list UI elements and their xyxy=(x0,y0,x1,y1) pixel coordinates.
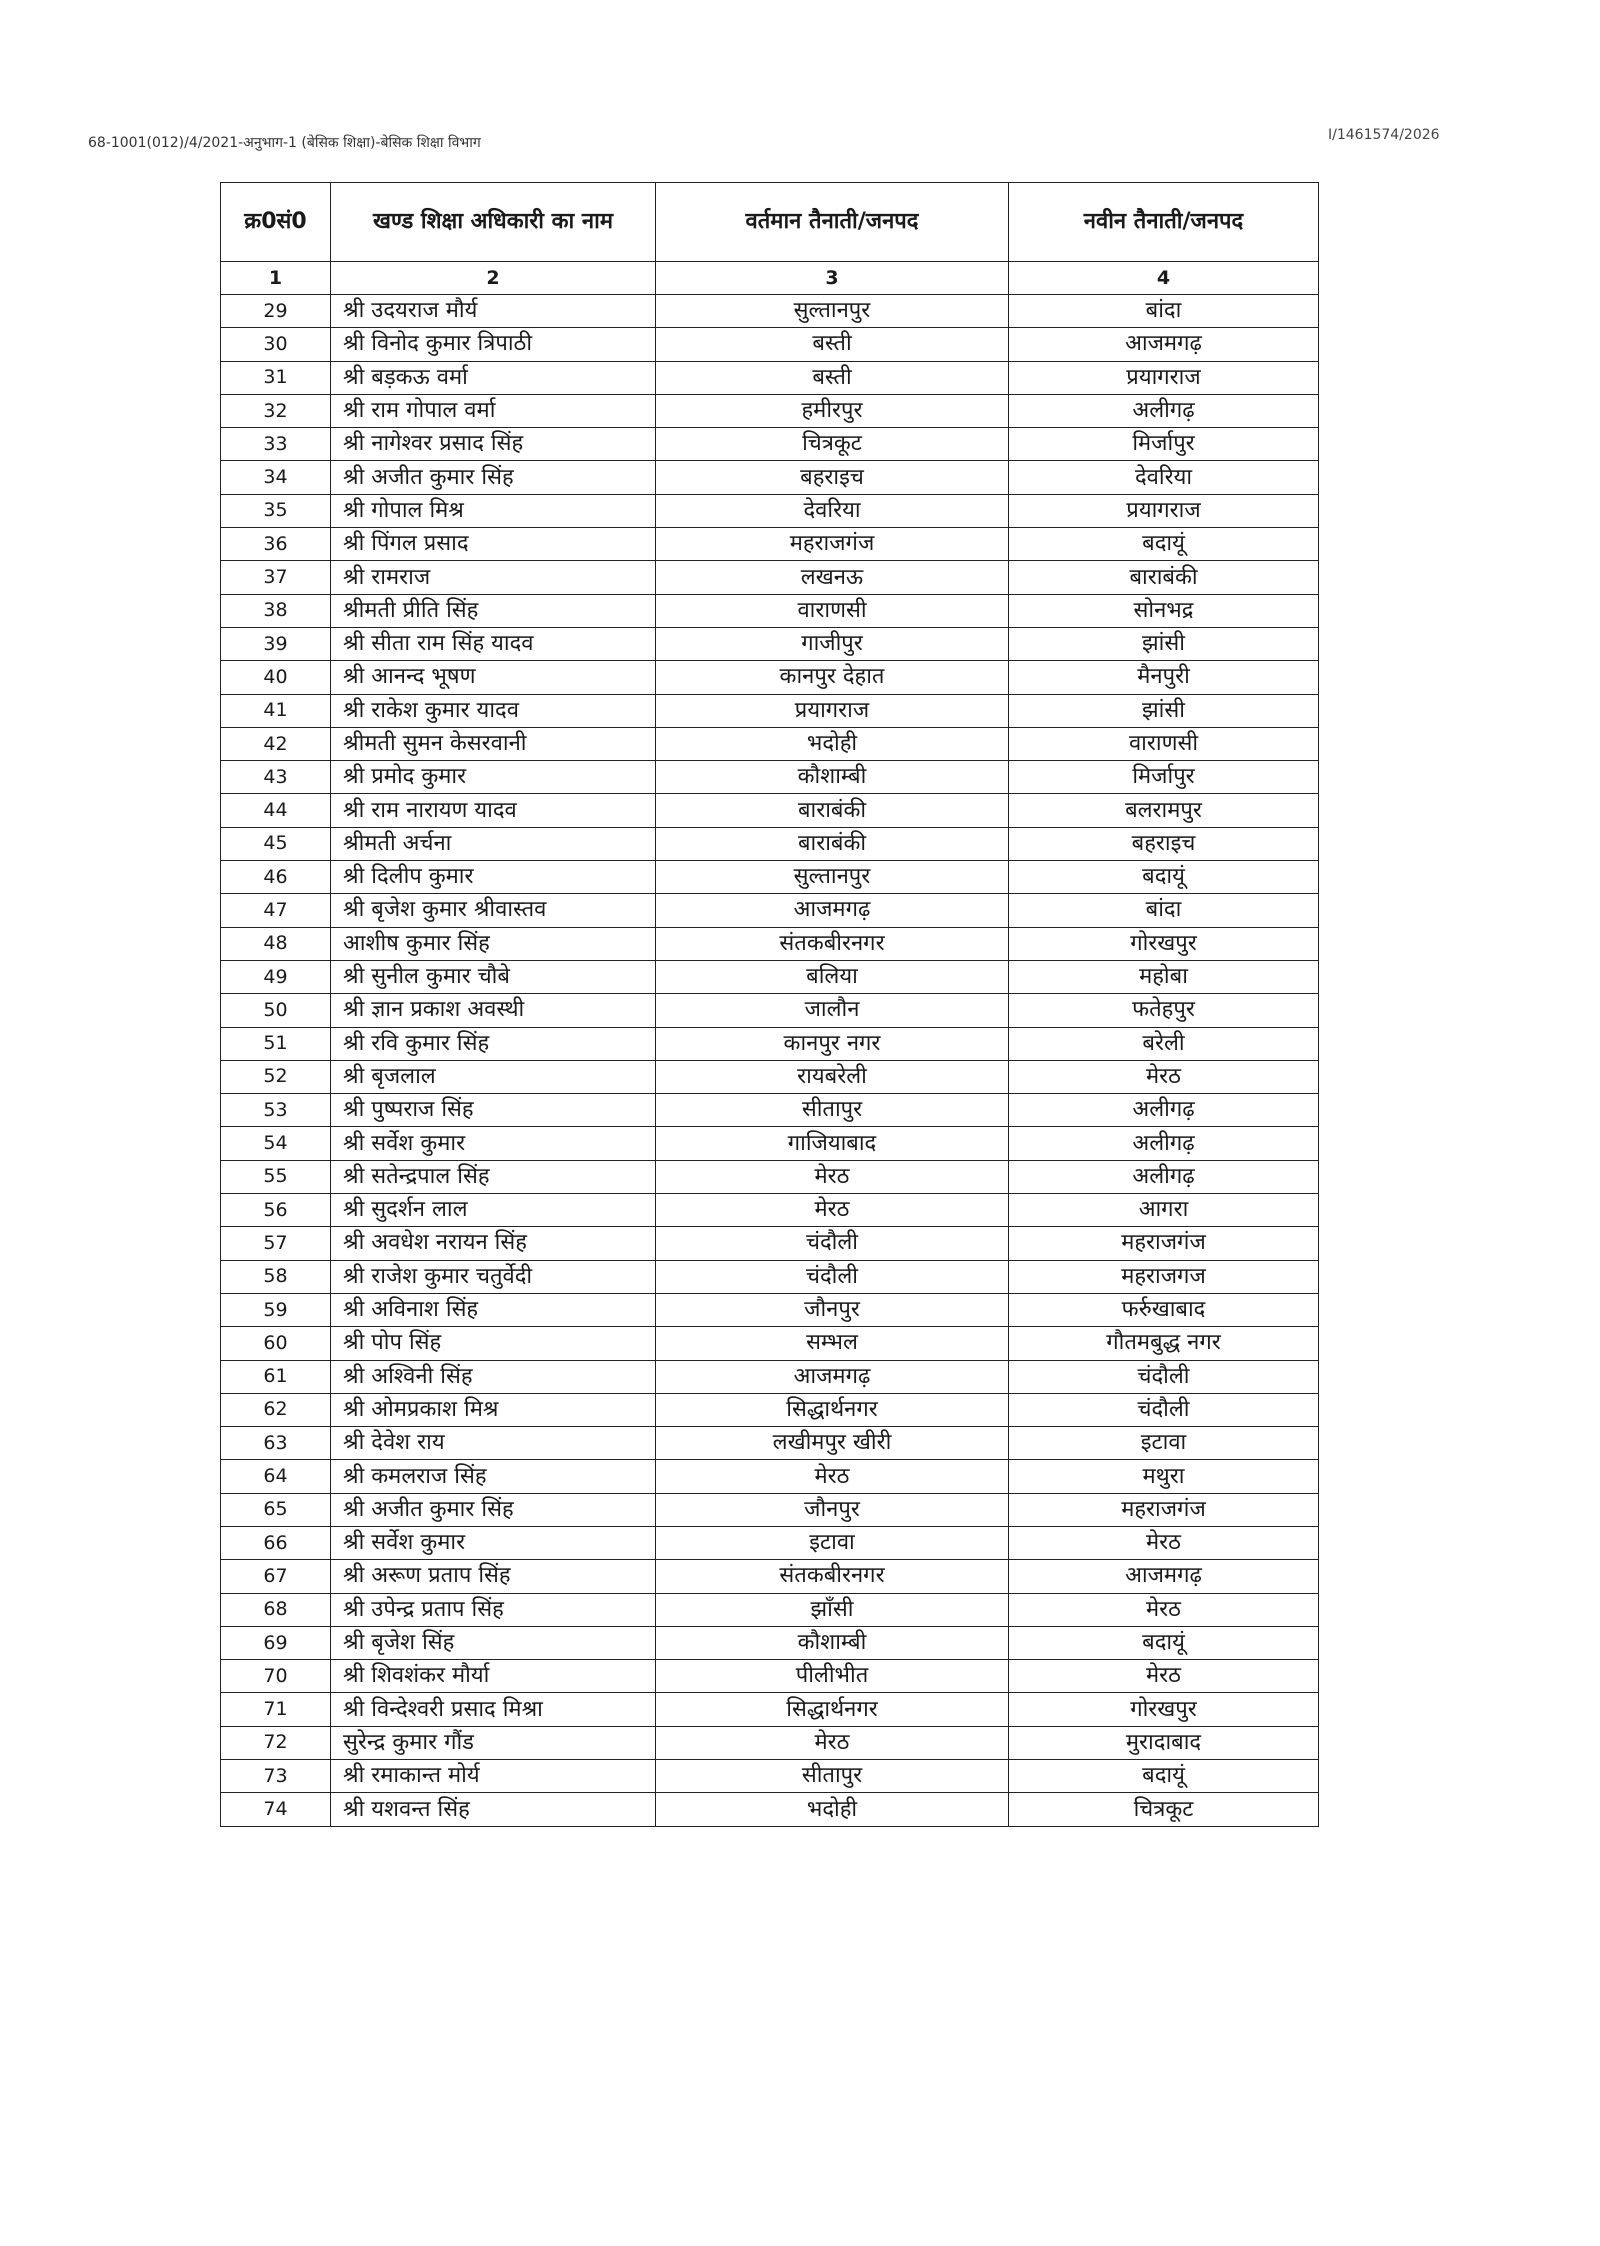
new-posting: सोनभद्र xyxy=(1009,594,1319,627)
officer-name: श्री सतेन्द्रपाल सिंह xyxy=(331,1160,656,1193)
new-posting: बलरामपुर xyxy=(1009,794,1319,827)
file-reference: 68-1001(012)/4/2021-अनुभाग-1 (बेसिक शिक्षा)-बेसिक शिक्षा विभाग xyxy=(88,135,481,151)
officer-name: श्री आनन्द भूषण xyxy=(331,661,656,694)
document-number: I/1461574/2026 xyxy=(1328,127,1440,143)
table-row xyxy=(221,1094,1319,1127)
officer-name: श्री पोप सिंह xyxy=(331,1327,656,1360)
serial-number: 62 xyxy=(221,1393,331,1426)
table-row xyxy=(221,1560,1319,1593)
officer-name: श्री राम नारायण यादव xyxy=(331,794,656,827)
officer-name: आशीष कुमार सिंह xyxy=(331,927,656,960)
current-posting: संतकबीरनगर xyxy=(656,1560,1009,1593)
current-posting: रायबरेली xyxy=(656,1060,1009,1093)
table-row xyxy=(221,528,1319,561)
new-posting: आजमगढ़ xyxy=(1009,328,1319,361)
serial-number: 61 xyxy=(221,1360,331,1393)
serial-number: 32 xyxy=(221,394,331,427)
current-posting: चित्रकूट xyxy=(656,428,1009,461)
officer-name: श्री उदयराज मौर्य xyxy=(331,295,656,328)
current-posting: आजमगढ़ xyxy=(656,1360,1009,1393)
current-posting: मेरठ xyxy=(656,1194,1009,1227)
new-posting: मुरादाबाद xyxy=(1009,1726,1319,1759)
serial-number: 51 xyxy=(221,1027,331,1060)
officer-name: श्रीमती सुमन केसरवानी xyxy=(331,727,656,760)
new-posting: बदायूं xyxy=(1009,528,1319,561)
table-row xyxy=(221,960,1319,993)
table-row xyxy=(221,1760,1319,1793)
current-posting: सीतापुर xyxy=(656,1094,1009,1127)
table-row xyxy=(221,1693,1319,1726)
serial-number: 57 xyxy=(221,1227,331,1260)
officer-name: श्री रमाकान्त मोर्य xyxy=(331,1760,656,1793)
serial-number: 34 xyxy=(221,461,331,494)
officer-name: श्री विन्देश्वरी प्रसाद मिश्रा xyxy=(331,1693,656,1726)
table-row xyxy=(221,1327,1319,1360)
officer-name: श्री सुनील कुमार चौबे xyxy=(331,960,656,993)
serial-number: 46 xyxy=(221,861,331,894)
table-row xyxy=(221,1460,1319,1493)
current-posting: सम्भल xyxy=(656,1327,1009,1360)
officer-name: श्री राम गोपाल वर्मा xyxy=(331,394,656,427)
new-posting: गोरखपुर xyxy=(1009,1693,1319,1726)
table-row xyxy=(221,861,1319,894)
new-posting: अलीगढ़ xyxy=(1009,1127,1319,1160)
serial-number: 55 xyxy=(221,1160,331,1193)
officer-name: श्री रामराज xyxy=(331,561,656,594)
table-row xyxy=(221,727,1319,760)
table-row xyxy=(221,694,1319,727)
new-posting: अलीगढ़ xyxy=(1009,1160,1319,1193)
header-row xyxy=(221,183,1319,262)
officer-name: श्री नागेश्वर प्रसाद सिंह xyxy=(331,428,656,461)
table-row xyxy=(221,661,1319,694)
serial-number: 36 xyxy=(221,528,331,561)
serial-number: 35 xyxy=(221,494,331,527)
officer-name: श्री शिवशंकर मौर्या xyxy=(331,1660,656,1693)
officer-name: श्री अवधेश नरायन सिंह xyxy=(331,1227,656,1260)
current-posting: बस्ती xyxy=(656,328,1009,361)
new-posting: मेरठ xyxy=(1009,1593,1319,1626)
serial-number: 60 xyxy=(221,1327,331,1360)
current-posting: सुल्तानपुर xyxy=(656,861,1009,894)
new-posting: अलीगढ़ xyxy=(1009,394,1319,427)
table-row xyxy=(221,1293,1319,1326)
officer-name: श्री बड़कऊ वर्मा xyxy=(331,361,656,394)
new-posting: महराजगज xyxy=(1009,1260,1319,1293)
officer-name: श्री कमलराज सिंह xyxy=(331,1460,656,1493)
officer-name: श्री पुष्पराज सिंह xyxy=(331,1094,656,1127)
new-posting: देवरिया xyxy=(1009,461,1319,494)
new-posting: चंदौली xyxy=(1009,1393,1319,1426)
current-posting: बस्ती xyxy=(656,361,1009,394)
table-row xyxy=(221,428,1319,461)
current-posting: जालौन xyxy=(656,994,1009,1027)
current-posting: पीलीभीत xyxy=(656,1660,1009,1693)
column-header-new-posting: नवीन तैनाती/जनपद xyxy=(1009,183,1319,262)
officer-name: श्री पिंगल प्रसाद xyxy=(331,528,656,561)
serial-number: 69 xyxy=(221,1626,331,1659)
new-posting: बदायूं xyxy=(1009,1626,1319,1659)
current-posting: कानपुर देहात xyxy=(656,661,1009,694)
officer-name: श्री विनोद कुमार त्रिपाठी xyxy=(331,328,656,361)
new-posting: गोरखपुर xyxy=(1009,927,1319,960)
current-posting: चंदौली xyxy=(656,1260,1009,1293)
new-posting: चंदौली xyxy=(1009,1360,1319,1393)
table-row xyxy=(221,1127,1319,1160)
new-posting: महराजगंज xyxy=(1009,1227,1319,1260)
current-posting: प्रयागराज xyxy=(656,694,1009,727)
serial-number: 45 xyxy=(221,827,331,860)
current-posting: भदोही xyxy=(656,1793,1009,1826)
new-posting: मैनपुरी xyxy=(1009,661,1319,694)
column-number: 2 xyxy=(331,262,656,295)
table-row xyxy=(221,394,1319,427)
serial-number: 37 xyxy=(221,561,331,594)
column-header-serial: क्र0सं0 xyxy=(221,183,331,262)
officer-name: श्री सर्वेश कुमार xyxy=(331,1127,656,1160)
column-number: 1 xyxy=(221,262,331,295)
new-posting: अलीगढ़ xyxy=(1009,1094,1319,1127)
current-posting: गाजीपुर xyxy=(656,627,1009,660)
serial-number: 30 xyxy=(221,328,331,361)
table-row xyxy=(221,894,1319,927)
current-posting: मेरठ xyxy=(656,1160,1009,1193)
table-row xyxy=(221,1493,1319,1526)
serial-number: 31 xyxy=(221,361,331,394)
new-posting: बदायूं xyxy=(1009,861,1319,894)
current-posting: लखनऊ xyxy=(656,561,1009,594)
current-posting: कौशाम्बी xyxy=(656,761,1009,794)
current-posting: कानपुर नगर xyxy=(656,1027,1009,1060)
serial-number: 54 xyxy=(221,1127,331,1160)
current-posting: आजमगढ़ xyxy=(656,894,1009,927)
new-posting: आगरा xyxy=(1009,1194,1319,1227)
officer-name: श्री अरूण प्रताप सिंह xyxy=(331,1560,656,1593)
table-row xyxy=(221,1526,1319,1559)
table-row xyxy=(221,927,1319,960)
column-number: 3 xyxy=(656,262,1009,295)
table-row xyxy=(221,295,1319,328)
current-posting: सुल्तानपुर xyxy=(656,295,1009,328)
table-row xyxy=(221,328,1319,361)
serial-number: 49 xyxy=(221,960,331,993)
table-row xyxy=(221,994,1319,1027)
current-posting: हमीरपुर xyxy=(656,394,1009,427)
new-posting: प्रयागराज xyxy=(1009,361,1319,394)
new-posting: फर्रुखाबाद xyxy=(1009,1293,1319,1326)
serial-number: 59 xyxy=(221,1293,331,1326)
officer-name: श्री सर्वेश कुमार xyxy=(331,1526,656,1559)
table-row xyxy=(221,627,1319,660)
current-posting: चंदौली xyxy=(656,1227,1009,1260)
new-posting: महराजगंज xyxy=(1009,1493,1319,1526)
serial-number: 64 xyxy=(221,1460,331,1493)
current-posting: बहराइच xyxy=(656,461,1009,494)
table-row xyxy=(221,1160,1319,1193)
current-posting: बलिया xyxy=(656,960,1009,993)
new-posting: बदायूं xyxy=(1009,1760,1319,1793)
current-posting: लखीमपुर खीरी xyxy=(656,1427,1009,1460)
officer-name: श्री बृजलाल xyxy=(331,1060,656,1093)
current-posting: झाँसी xyxy=(656,1593,1009,1626)
table-row xyxy=(221,1427,1319,1460)
table-row xyxy=(221,794,1319,827)
serial-number: 47 xyxy=(221,894,331,927)
current-posting: सिद्धार्थनगर xyxy=(656,1393,1009,1426)
new-posting: मिर्जापुर xyxy=(1009,761,1319,794)
table-row xyxy=(221,1260,1319,1293)
new-posting: झांसी xyxy=(1009,627,1319,660)
serial-number: 58 xyxy=(221,1260,331,1293)
current-posting: बाराबंकी xyxy=(656,827,1009,860)
serial-number: 33 xyxy=(221,428,331,461)
officer-name: श्री सुदर्शन लाल xyxy=(331,1194,656,1227)
serial-number: 73 xyxy=(221,1760,331,1793)
serial-number: 29 xyxy=(221,295,331,328)
current-posting: गाजियाबाद xyxy=(656,1127,1009,1160)
serial-number: 72 xyxy=(221,1726,331,1759)
serial-number: 43 xyxy=(221,761,331,794)
current-posting: भदोही xyxy=(656,727,1009,760)
new-posting: मथुरा xyxy=(1009,1460,1319,1493)
officer-name: श्री देवेश राय xyxy=(331,1427,656,1460)
serial-number: 66 xyxy=(221,1526,331,1559)
table-row xyxy=(221,1227,1319,1260)
serial-number: 63 xyxy=(221,1427,331,1460)
officer-name: श्री दिलीप कुमार xyxy=(331,861,656,894)
table-row xyxy=(221,1726,1319,1759)
new-posting: बरेली xyxy=(1009,1027,1319,1060)
officer-name: श्रीमती प्रीति सिंह xyxy=(331,594,656,627)
current-posting: बाराबंकी xyxy=(656,794,1009,827)
officer-name: श्री रवि कुमार सिंह xyxy=(331,1027,656,1060)
officer-name: श्री गोपाल मिश्र xyxy=(331,494,656,527)
officer-name: श्री अविनाश सिंह xyxy=(331,1293,656,1326)
current-posting: मेरठ xyxy=(656,1726,1009,1759)
officer-name: श्री बृजेश सिंह xyxy=(331,1626,656,1659)
new-posting: महोबा xyxy=(1009,960,1319,993)
new-posting: झांसी xyxy=(1009,694,1319,727)
officer-name: श्री उपेन्द्र प्रताप सिंह xyxy=(331,1593,656,1626)
column-number: 4 xyxy=(1009,262,1319,295)
new-posting: मेरठ xyxy=(1009,1660,1319,1693)
new-posting: आजमगढ़ xyxy=(1009,1560,1319,1593)
officer-name: श्री अश्विनी सिंह xyxy=(331,1360,656,1393)
serial-number: 38 xyxy=(221,594,331,627)
officer-name: श्री सीता राम सिंह यादव xyxy=(331,627,656,660)
serial-number: 48 xyxy=(221,927,331,960)
serial-number: 67 xyxy=(221,1560,331,1593)
table-row xyxy=(221,1060,1319,1093)
current-posting: वाराणसी xyxy=(656,594,1009,627)
table-row xyxy=(221,361,1319,394)
table-row xyxy=(221,1660,1319,1693)
serial-number: 50 xyxy=(221,994,331,1027)
table-row xyxy=(221,1027,1319,1060)
new-posting: बहराइच xyxy=(1009,827,1319,860)
new-posting: बांदा xyxy=(1009,295,1319,328)
officer-name: सुरेन्द्र कुमार गौंड xyxy=(331,1726,656,1759)
serial-number: 68 xyxy=(221,1593,331,1626)
serial-number: 52 xyxy=(221,1060,331,1093)
officer-name: श्री ज्ञान प्रकाश अवस्थी xyxy=(331,994,656,1027)
new-posting: गौतमबुद्ध नगर xyxy=(1009,1327,1319,1360)
officer-name: श्री प्रमोद कुमार xyxy=(331,761,656,794)
serial-number: 42 xyxy=(221,727,331,760)
serial-number: 70 xyxy=(221,1660,331,1693)
officer-name: श्री ओमप्रकाश मिश्र xyxy=(331,1393,656,1426)
officer-name: श्री यशवन्त सिंह xyxy=(331,1793,656,1826)
officer-name: श्री राकेश कुमार यादव xyxy=(331,694,656,727)
column-number-row xyxy=(221,262,1319,295)
current-posting: मेरठ xyxy=(656,1460,1009,1493)
table-row xyxy=(221,1393,1319,1426)
current-posting: संतकबीरनगर xyxy=(656,927,1009,960)
current-posting: इटावा xyxy=(656,1526,1009,1559)
current-posting: जौनपुर xyxy=(656,1493,1009,1526)
new-posting: चित्रकूट xyxy=(1009,1793,1319,1826)
serial-number: 39 xyxy=(221,627,331,660)
current-posting: सीतापुर xyxy=(656,1760,1009,1793)
column-header-current-posting: वर्तमान तैनाती/जनपद xyxy=(656,183,1009,262)
new-posting: इटावा xyxy=(1009,1427,1319,1460)
table-row xyxy=(221,1626,1319,1659)
serial-number: 40 xyxy=(221,661,331,694)
officer-name: श्रीमती अर्चना xyxy=(331,827,656,860)
table-row xyxy=(221,594,1319,627)
current-posting: जौनपुर xyxy=(656,1293,1009,1326)
table-row xyxy=(221,1793,1319,1826)
serial-number: 53 xyxy=(221,1094,331,1127)
officer-name: श्री बृजेश कुमार श्रीवास्तव xyxy=(331,894,656,927)
table-row xyxy=(221,761,1319,794)
transfer-table xyxy=(220,182,1319,1827)
new-posting: मेरठ xyxy=(1009,1526,1319,1559)
serial-number: 41 xyxy=(221,694,331,727)
new-posting: वाराणसी xyxy=(1009,727,1319,760)
new-posting: बाराबंकी xyxy=(1009,561,1319,594)
new-posting: मिर्जापुर xyxy=(1009,428,1319,461)
table-row xyxy=(221,1194,1319,1227)
current-posting: कौशाम्बी xyxy=(656,1626,1009,1659)
serial-number: 65 xyxy=(221,1493,331,1526)
table-row xyxy=(221,1593,1319,1626)
table-row xyxy=(221,461,1319,494)
table-row xyxy=(221,1360,1319,1393)
table-row xyxy=(221,561,1319,594)
table-row xyxy=(221,494,1319,527)
serial-number: 44 xyxy=(221,794,331,827)
column-header-officer-name: खण्ड शिक्षा अधिकारी का नाम xyxy=(331,183,656,262)
serial-number: 74 xyxy=(221,1793,331,1826)
new-posting: फतेहपुर xyxy=(1009,994,1319,1027)
new-posting: प्रयागराज xyxy=(1009,494,1319,527)
new-posting: मेरठ xyxy=(1009,1060,1319,1093)
officer-name: श्री अजीत कुमार सिंह xyxy=(331,1493,656,1526)
current-posting: सिद्धार्थनगर xyxy=(656,1693,1009,1726)
officer-name: श्री अजीत कुमार सिंह xyxy=(331,461,656,494)
current-posting: महराजगंज xyxy=(656,528,1009,561)
serial-number: 56 xyxy=(221,1194,331,1227)
current-posting: देवरिया xyxy=(656,494,1009,527)
serial-number: 71 xyxy=(221,1693,331,1726)
table-row xyxy=(221,827,1319,860)
officer-name: श्री राजेश कुमार चतुर्वेदी xyxy=(331,1260,656,1293)
new-posting: बांदा xyxy=(1009,894,1319,927)
